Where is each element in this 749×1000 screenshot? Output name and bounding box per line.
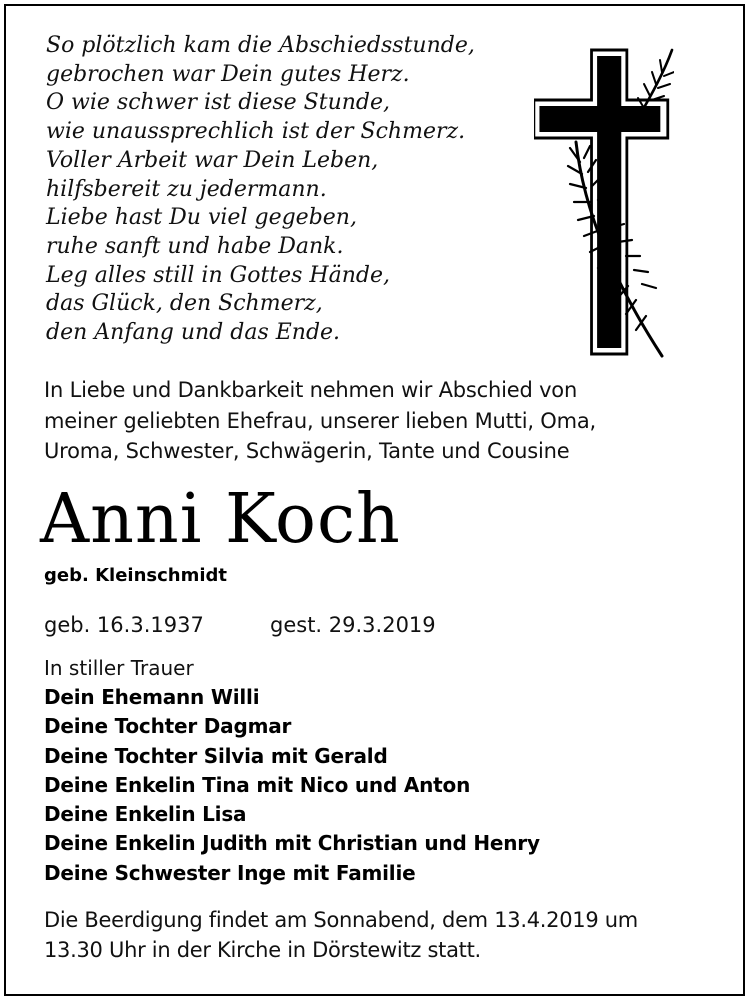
intro-line: Uroma, Schwester, Schwägerin, Tante und Cousine [44, 439, 570, 463]
funeral-info [44, 905, 714, 965]
deceased-name: Anni Koch [40, 480, 401, 559]
poem-line: wie unaussprechlich ist der Schmerz. [46, 119, 466, 145]
poem-line: ruhe sanft und habe Dank. [46, 233, 344, 259]
poem-line: O wie schwer ist diese Stunde, [46, 90, 390, 116]
poem-line: Voller Arbeit war Dein Leben, [46, 147, 379, 173]
death-date: gest. 29.3.2019 [270, 613, 436, 637]
mourner-name: Deine Schwester Inge mit Familie [44, 860, 416, 885]
poem-line: Liebe hast Du viel gegeben, [46, 205, 357, 231]
funeral-line: 13.30 Uhr in der Kirche in Dörstewitz statt. [44, 938, 481, 962]
poem-line: So plötzlich kam die Abschiedsstunde, [46, 33, 475, 58]
poem-line: Leg alles still in Gottes Hände, [46, 262, 390, 288]
poem-line: den Anfang und das Ende. [46, 320, 341, 346]
intro-line: In Liebe und Dankbarkeit nehmen wir Abschied von [44, 378, 578, 402]
funeral-line: Die Beerdigung findet am Sonnabend, dem 13.4.2019 um [44, 908, 638, 932]
poem-line: gebrochen war Dein gutes Herz. [46, 61, 410, 87]
life-dates [44, 610, 436, 640]
cross-with-palm-branch-icon [534, 42, 674, 360]
mourning-heading: In stiller Trauer [44, 656, 194, 680]
mourner-name: Dein Ehemann Willi [44, 685, 260, 709]
mourner-name: Deine Enkelin Tina mit Nico und Anton [44, 772, 471, 797]
mourner-list [44, 683, 540, 888]
mourner-name: Deine Tochter Dagmar [44, 714, 292, 739]
poem [46, 32, 546, 348]
mourner-name: Deine Enkelin Judith mit Christian und Henry [44, 831, 540, 856]
intro-line: meiner geliebten Ehefrau, unserer lieben Mutti, Oma, [44, 408, 597, 433]
mourner-name: Deine Tochter Silvia mit Gerald [44, 743, 388, 768]
maiden-name: geb. Kleinschmidt [44, 565, 228, 586]
birth-date: geb. 16.3.1937 [44, 613, 204, 637]
mourner-name: Deine Enkelin Lisa [44, 802, 247, 827]
poem-line: hilfsbereit zu jedermann. [46, 176, 327, 202]
poem-line: das Glück, den Schmerz, [46, 291, 323, 317]
intro-text [44, 375, 704, 467]
